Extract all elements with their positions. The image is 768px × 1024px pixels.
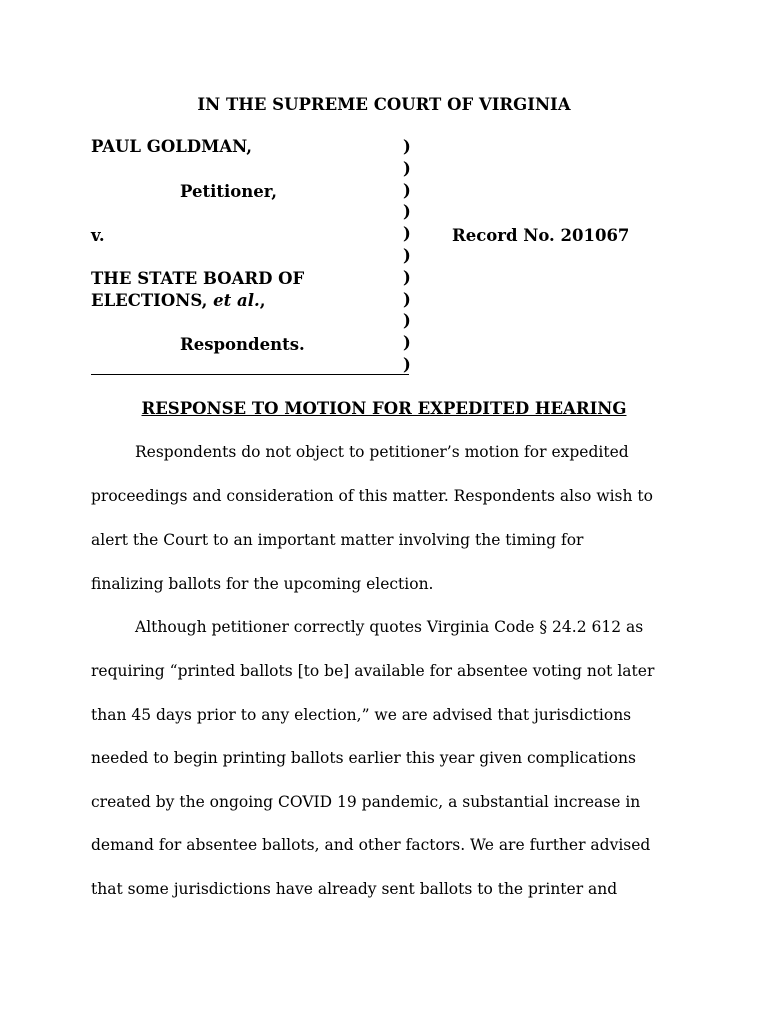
petitioner-role: Petitioner, — [180, 182, 277, 201]
petitioner-name: PAUL GOLDMAN, — [91, 137, 252, 156]
body-line: created by the ongoing COVID 19 pandemic, a substantial increase in — [91, 793, 641, 811]
caption-paren: ) — [403, 289, 411, 309]
body-line: Respondents do not object to petitioner’s motion for expedited — [135, 443, 629, 461]
body-line: Although petitioner correctly quotes Virginia Code § 24.2 612 as — [135, 618, 644, 636]
body-line: requiring “printed ballots [to be] available for absentee voting not later — [91, 662, 655, 680]
caption-paren: ) — [403, 180, 411, 200]
case-caption — [91, 136, 711, 376]
respondent-name-line2 — [91, 290, 265, 312]
caption-paren: ) — [403, 245, 411, 265]
body-line: needed to begin printing ballots earlier this year given complications — [91, 749, 636, 767]
caption-paren: ) — [403, 137, 411, 156]
respondent-name-line2-prefix: ELECTIONS, — [91, 291, 214, 310]
document-heading: RESPONSE TO MOTION FOR EXPEDITED HEARING — [141, 399, 627, 418]
caption-paren-column — [403, 136, 417, 376]
body-line: finalizing ballots for the upcoming election. — [91, 575, 434, 593]
caption-paren: ) — [403, 333, 411, 353]
caption-paren: ) — [403, 224, 411, 244]
versus-label: v. — [91, 226, 105, 245]
respondent-name-line2-suffix: , — [259, 291, 266, 310]
caption-paren: ) — [403, 311, 411, 331]
body-line: than 45 days prior to any election,” we are advised that jurisdictions — [91, 706, 632, 724]
body-line: alert the Court to an important matter involving the timing for — [91, 531, 584, 549]
body-line: that some jurisdictions have already sent ballots to the printer and — [91, 880, 618, 898]
record-number: Record No. 201067 — [452, 226, 630, 245]
et-al-text: et al. — [213, 291, 260, 310]
respondent-name-line1: THE STATE BOARD OF — [91, 269, 305, 288]
caption-paren: ) — [403, 354, 411, 374]
caption-paren: ) — [403, 267, 411, 287]
respondent-role: Respondents. — [180, 335, 305, 354]
caption-paren: ) — [403, 158, 411, 178]
caption-underline — [91, 374, 409, 375]
court-title: IN THE SUPREME COURT OF VIRGINIA — [197, 95, 571, 114]
body-line: demand for absentee ballots, and other factors. We are further advised — [91, 836, 651, 854]
body-line: proceedings and consideration of this matter. Respondents also wish to — [91, 487, 653, 505]
caption-paren: ) — [403, 202, 411, 222]
